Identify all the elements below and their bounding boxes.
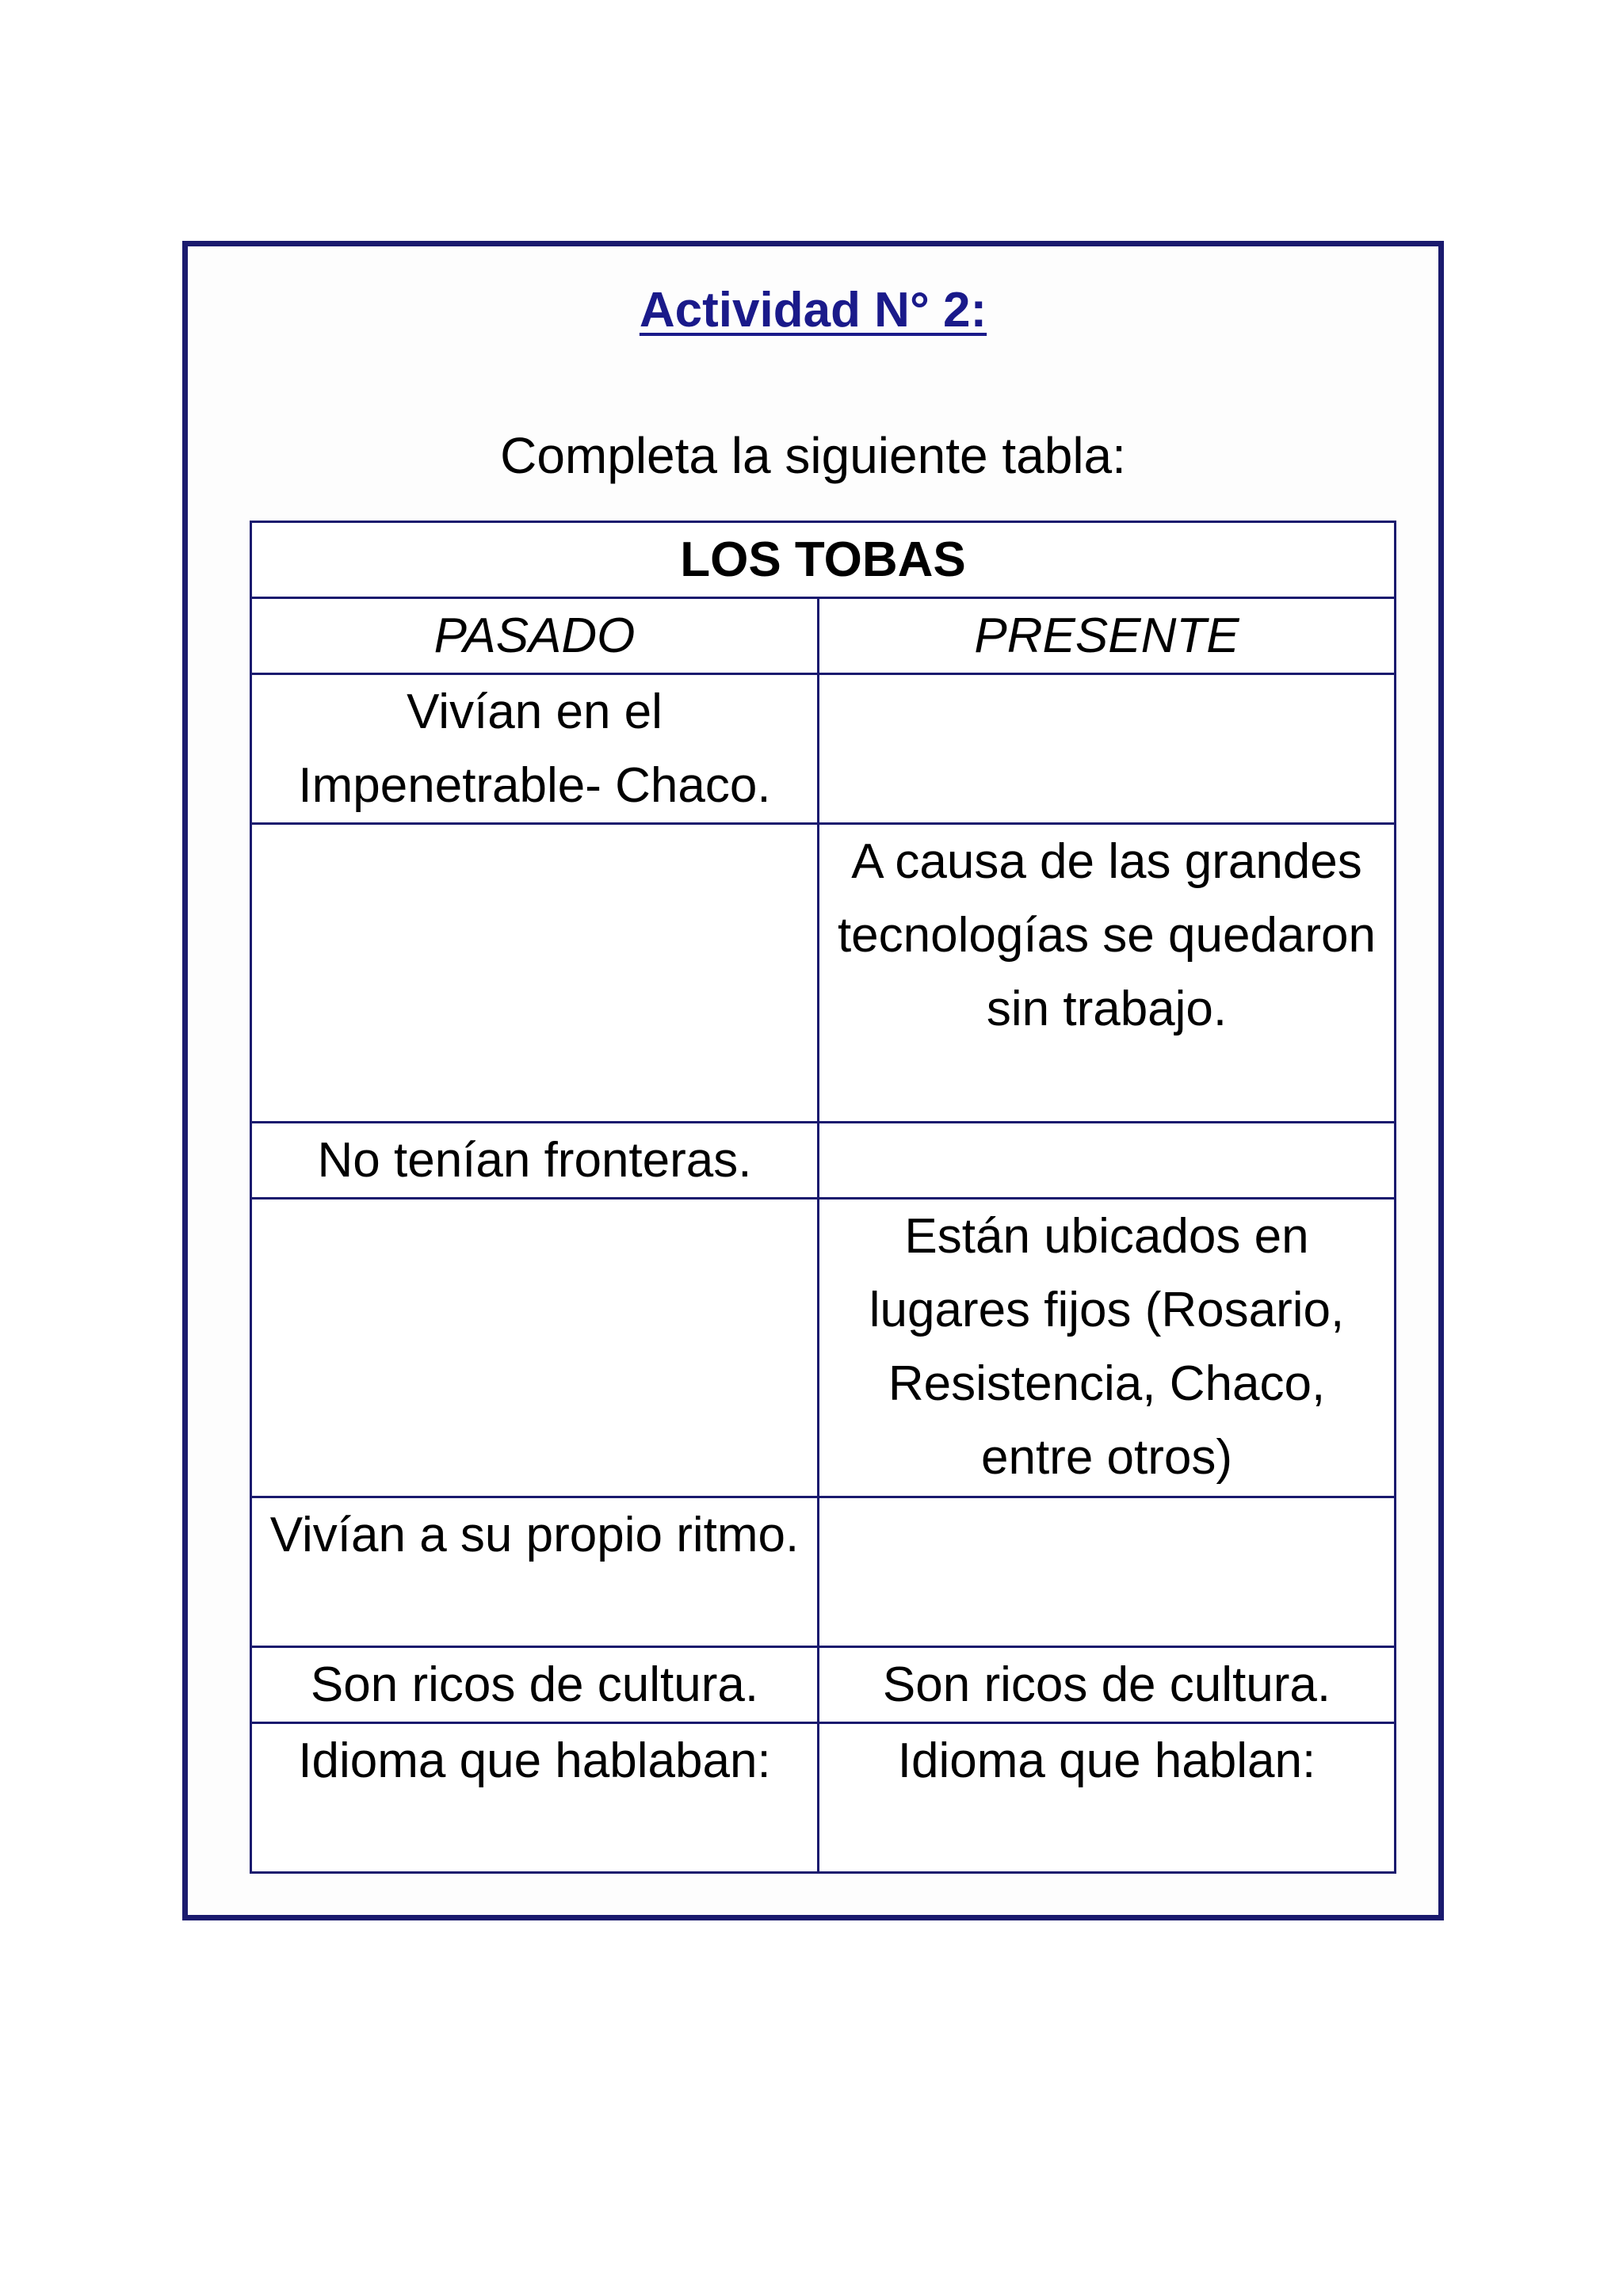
cell-presente: Idioma que hablan: [819,1723,1396,1873]
table-row [251,1199,1396,1497]
column-header-pasado: PASADO [251,598,819,674]
cell-presente[interactable] [819,674,1396,824]
table-row [251,1123,1396,1199]
table-title: LOS TOBAS [251,522,1396,598]
cell-pasado: Idioma que hablaban: [251,1723,819,1873]
table-row [251,824,1396,1123]
cell-pasado[interactable] [251,1199,819,1497]
tobas-table [250,521,1396,1874]
activity-title [188,281,1438,340]
cell-presente[interactable] [819,1123,1396,1199]
cell-presente: Son ricos de cultura. [819,1647,1396,1723]
activity-title-text: Actividad N° 2: [639,283,987,338]
cell-pasado: Vivían a su propio ritmo. [251,1497,819,1647]
cell-pasado: No tenían fronteras. [251,1123,819,1199]
cell-pasado[interactable] [251,824,819,1123]
activity-instruction: Completa la siguiente tabla: [500,427,1126,484]
table-row [251,1723,1396,1873]
cell-pasado: Son ricos de cultura. [251,1647,819,1723]
cell-presente: A causa de las grandes tecnologías se quedaron sin trabajo. [819,824,1396,1123]
activity-frame [182,241,1444,1920]
cell-presente: Están ubicados en lugares fijos (Rosario, Resistencia, Chaco, entre otros) [819,1199,1396,1497]
cell-pasado: Vivían en el Impenetrable- Chaco. [251,674,819,824]
table-row [251,1497,1396,1647]
cell-presente[interactable] [819,1497,1396,1647]
table-row [251,674,1396,824]
column-header-presente: PRESENTE [819,598,1396,674]
table-row [251,1647,1396,1723]
